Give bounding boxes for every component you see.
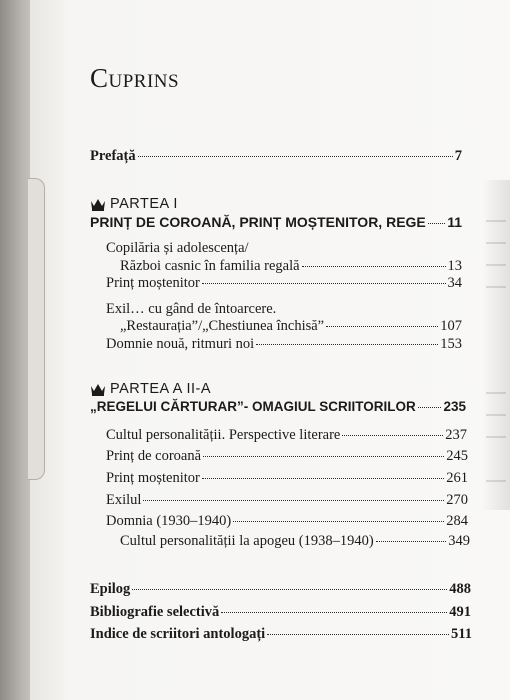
dot-leader: [342, 435, 443, 436]
toc-entry-domnia[interactable]: [106, 513, 468, 530]
toc-page-number: 284: [446, 513, 468, 529]
toc-entry-copilaria[interactable]: [120, 258, 462, 275]
toc-entry-exilul[interactable]: [106, 492, 468, 509]
toc-label: Epilog: [90, 581, 131, 597]
toc-label: „REGELUI CĂRTURAR”- OMAGIUL SCRIITORILOR: [90, 399, 416, 414]
page-title: Cuprins: [90, 63, 180, 93]
dot-leader: [138, 156, 453, 157]
toc-label: Exilul: [106, 492, 142, 508]
part-heading-label: PARTEA I: [110, 196, 178, 212]
dot-leader: [132, 589, 447, 590]
toc-label: Bibliografie selectivă: [90, 604, 220, 620]
toc-entry-exil-line1: Exil… cu gând de întoarcere.: [106, 301, 277, 317]
toc-entry-prefata[interactable]: [90, 148, 462, 165]
toc-label: Război casnic în familia regală: [120, 258, 300, 274]
toc-label: „Restaurația”/„Chestiunea închisă”: [120, 318, 325, 334]
toc-section-part2[interactable]: [90, 399, 466, 414]
toc-entry-print-mostenitor[interactable]: [106, 275, 462, 292]
toc-page-number: 107: [440, 318, 462, 334]
toc-entry-bibliografie[interactable]: [90, 604, 471, 621]
show-through-edge: [482, 180, 510, 510]
toc-page-number: 7: [454, 148, 462, 164]
toc-entry-apogeu[interactable]: [120, 533, 470, 550]
toc-entry-print-mostenitor-2[interactable]: [106, 470, 468, 487]
toc-entry-print-coroana[interactable]: [106, 448, 468, 465]
dot-leader: [267, 634, 449, 635]
toc-entry-epilog[interactable]: [90, 581, 471, 598]
toc-label: Prinț moștenitor: [106, 470, 200, 486]
part-heading-2: [90, 381, 211, 397]
dot-leader: [202, 478, 444, 479]
toc-entry-indice[interactable]: [90, 626, 472, 643]
toc-label: Prinț moștenitor: [106, 275, 200, 291]
toc-page-number: 245: [446, 448, 468, 464]
toc-entry-domnie[interactable]: [106, 336, 462, 353]
toc-label: Domnia (1930–1940): [106, 513, 232, 529]
page-flap: [28, 178, 45, 480]
toc-section-part1[interactable]: [90, 214, 462, 230]
toc-page-number: 13: [447, 258, 462, 274]
crown-icon: [90, 198, 106, 211]
dot-leader: [418, 407, 442, 408]
dot-leader: [256, 344, 438, 345]
toc-page-number: 34: [447, 275, 462, 291]
dot-leader: [376, 541, 447, 542]
toc-entry-copilaria-line1: Copilăria și adolescența/: [106, 240, 249, 256]
toc-page-number: 511: [451, 626, 472, 642]
toc-page-number: 488: [449, 581, 471, 597]
dot-leader: [302, 266, 446, 267]
toc-label: Indice de scriitori antologați: [90, 626, 266, 642]
part-heading-1: [90, 196, 178, 212]
dot-leader: [143, 500, 444, 501]
crown-icon: [90, 383, 106, 396]
part-heading-label: PARTEA A II-A: [110, 381, 212, 397]
toc-label: Prefață: [90, 148, 136, 164]
toc-page-number: 261: [446, 470, 468, 486]
toc-label: Prinț de coroană: [106, 448, 202, 464]
toc-entry-cultul[interactable]: [106, 427, 467, 444]
toc-entry-exil[interactable]: [120, 318, 462, 335]
toc-label: Cultul personalității la apogeu (1938–1940): [120, 533, 374, 549]
dot-leader: [326, 326, 438, 327]
toc-label: Cultul personalității. Perspective literare: [106, 427, 341, 443]
toc-page-number: 237: [445, 427, 467, 443]
dot-leader: [428, 223, 445, 224]
toc-page-number: 11: [447, 214, 462, 230]
dot-leader: [221, 612, 447, 613]
toc-page-number: 349: [448, 533, 470, 549]
toc-label: PRINȚ DE COROANĂ, PRINȚ MOȘTENITOR, REGE: [90, 214, 426, 230]
dot-leader: [202, 283, 446, 284]
toc-page-number: 153: [440, 336, 462, 352]
toc-page-number: 491: [449, 604, 471, 620]
dot-leader: [203, 456, 444, 457]
toc-label: Domnie nouă, ritmuri noi: [106, 336, 255, 352]
dot-leader: [233, 521, 444, 522]
toc-page-number: 270: [446, 492, 468, 508]
toc-page-number: 235: [443, 399, 466, 414]
